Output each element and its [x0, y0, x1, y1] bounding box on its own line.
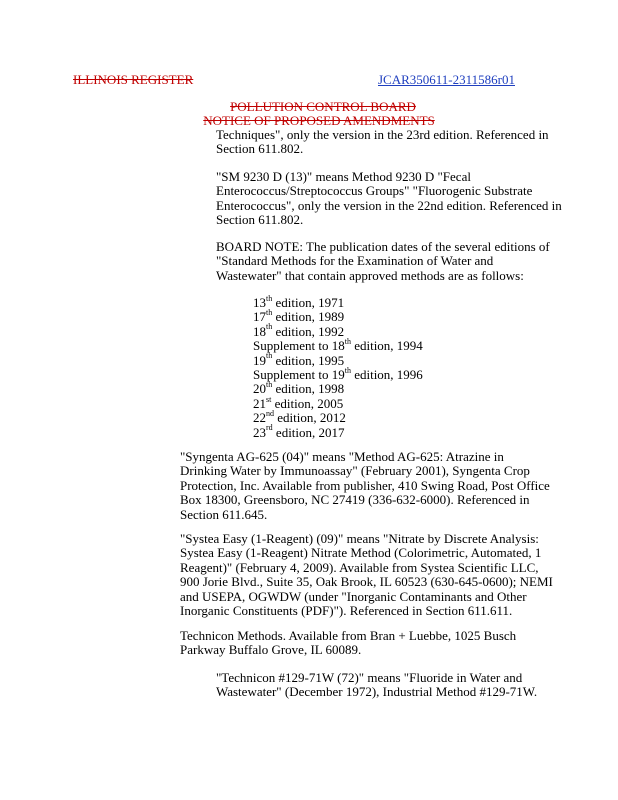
text-line: Enterococcus/Streptococcus Groups" "Fluorogenic Substrate: [216, 183, 533, 199]
text-line: Systea Easy (1-Reagent) Nitrate Method (Colorimetric, Automated, 1: [180, 545, 542, 561]
text-line: Techniques", only the version in the 23rd edition. Referenced in: [216, 127, 549, 142]
list-item: 13th edition, 1971: [253, 293, 345, 310]
paragraph-technicon: [180, 629, 580, 658]
text-line: "SM 9230 D (13)" means Method 9230 D "Fecal: [216, 169, 471, 184]
text-line: Drinking Water by Immunoassay" (February 2001), Syngenta Crop: [180, 463, 530, 479]
register-header: ILLINOIS REGISTER: [73, 72, 194, 87]
text-line: BOARD NOTE: The publication dates of the several editions of: [216, 239, 550, 254]
list-item: 22nd edition, 2012: [253, 408, 346, 426]
paragraph-board-note: [216, 240, 576, 283]
text-line: Section 611.802.: [216, 141, 304, 157]
edition-list: [253, 293, 553, 440]
text-line: Box 18300, Greensboro, NC 27419 (336-632-6000). Referenced in: [180, 492, 530, 508]
paragraph-technicon-129: [216, 671, 576, 700]
list-item: Supplement to 18th edition, 1994: [253, 336, 423, 354]
paragraph-sm-9230d: [216, 170, 576, 228]
text-line: Section 611.645.: [180, 506, 268, 522]
text-line: Technicon Methods. Available from Bran + Luebbe, 1025 Busch: [180, 628, 517, 643]
list-item: 18th edition, 1992: [253, 322, 345, 339]
text-line: Wastewater" that contain approved methods are as follows:: [216, 267, 524, 283]
board-title: POLLUTION CONTROL BOARD: [230, 99, 416, 114]
text-line: "Syngenta AG-625 (04)" means "Method AG-625: Atrazine in: [180, 449, 504, 464]
paragraph-techniques: [216, 128, 576, 157]
document-id-link[interactable]: JCAR350611-2311586r01: [378, 72, 515, 87]
text-line: "Technicon #129-71W (72)" means "Fluoride in Water and: [216, 670, 523, 685]
text-line: "Systea Easy (1-Reagent) (09)" means "Nitrate by Discrete Analysis:: [180, 531, 539, 546]
paragraph-systea: [180, 532, 580, 618]
list-item: 21st edition, 2005: [253, 394, 344, 411]
paragraph-syngenta: [180, 450, 580, 522]
text-line: Wastewater" (December 1972), Industrial Method #129-71W.: [216, 684, 538, 700]
text-line: and USEPA, OGWDW (under "Inorganic Contaminants and Other: [180, 588, 527, 604]
list-item: 23rd edition, 2017: [253, 423, 345, 440]
text-line: Protection, Inc. Available from publisher, 410 Swing Road, Post Office: [180, 477, 550, 493]
list-item: 20th edition, 1998: [253, 380, 345, 397]
text-line: Inorganic Constituents (PDF)"). Referenced in Section 611.611.: [180, 603, 513, 619]
text-line: 900 Jorie Blvd., Suite 35, Oak Brook, IL 60523 (630-645-0600); NEMI: [180, 574, 553, 590]
list-item: Supplement to 19th edition, 1996: [253, 365, 423, 383]
list-item: 19th edition, 1995: [253, 351, 345, 368]
text-line: Reagent)" (February 4, 2009). Available from Systea Scientific LLC,: [180, 559, 539, 575]
text-line: Enterococcus", only the version in the 22nd edition. Referenced in: [216, 197, 562, 213]
list-item: 17th edition, 1989: [253, 308, 345, 325]
notice-title: NOTICE OF PROPOSED AMENDMENTS: [203, 113, 435, 128]
text-line: Section 611.802.: [216, 212, 304, 228]
text-line: "Standard Methods for the Examination of Water and: [216, 253, 494, 269]
text-line: Parkway Buffalo Grove, IL 60089.: [180, 642, 362, 658]
